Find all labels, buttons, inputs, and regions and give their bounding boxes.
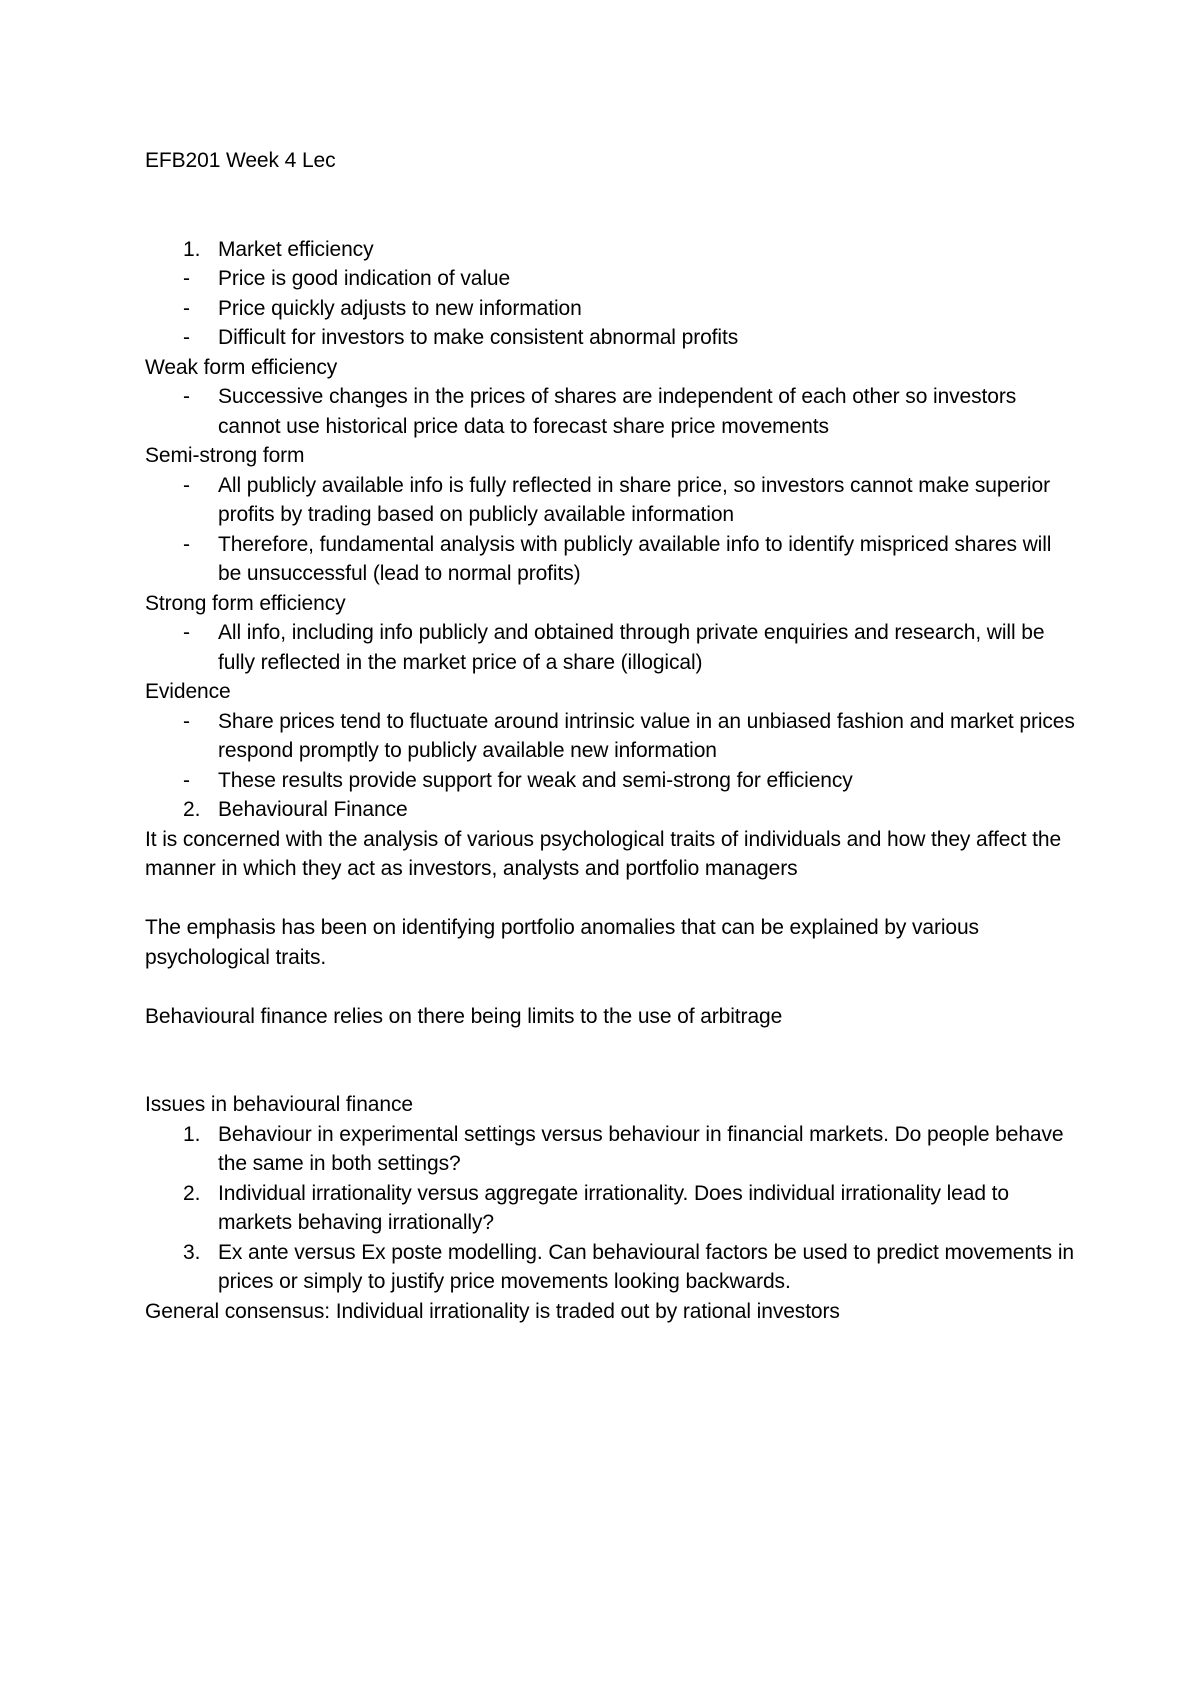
list-item (145, 707, 1075, 766)
paragraph: Behavioural finance relies on there being limits to the use of arbitrage (145, 1004, 783, 1028)
paragraph: It is concerned with the analysis of various psychological traits of individuals and how they affect the manner in which they act as investors, analysts and portfolio managers (145, 827, 1062, 880)
section-1-heading (145, 235, 1075, 265)
consensus-paragraph: General consensus: Individual irrationality is traded out by rational investors (145, 1299, 840, 1323)
paragraph: The emphasis has been on identifying portfolio anomalies that can be explained by various psychological traits. (145, 916, 979, 969)
list-item-text: Individual irrationality versus aggregate irrationality. Does individual irrationality lead to markets behaving irrationally? (218, 1181, 1009, 1234)
list-item (145, 294, 1075, 324)
list-item-text: Ex ante versus Ex poste modelling. Can behavioural factors be used to predict movements in prices or simply to justify price movements looking backwards. (218, 1240, 1074, 1293)
list-item (145, 530, 1075, 589)
strong-form-heading: Strong form efficiency (145, 591, 346, 615)
issues-heading: Issues in behavioural finance (145, 1093, 413, 1116)
list-item-text: Successive changes in the prices of shares are independent of each other so investors cannot use historical price data to forecast share price movements (218, 385, 1017, 438)
list-item-text: Difficult for investors to make consistent abnormal profits (218, 326, 739, 349)
list-item (145, 323, 1075, 353)
weak-form-heading: Weak form efficiency (145, 355, 338, 379)
list-item-text: All publicly available info is fully reflected in share price, so investors cannot make superior profits by trading based on publicly available information (218, 473, 1050, 526)
list-item (145, 1238, 1075, 1297)
list-item (145, 471, 1075, 530)
evidence-heading: Evidence (145, 680, 231, 703)
list-item (145, 1120, 1075, 1179)
dash-bullet: - (183, 385, 190, 408)
dash-bullet: - (183, 768, 190, 792)
list-item-text: Therefore, fundamental analysis with publicly available info to identify mispriced shares will be unsuccessful (lead to normal profits) (218, 532, 1052, 585)
list-item-text: These results provide support for weak and semi-strong for efficiency (218, 768, 853, 792)
document-body (145, 146, 1075, 1326)
list-item (145, 618, 1075, 677)
list-item (145, 382, 1075, 441)
section-2-number: 2. (183, 798, 201, 821)
list-item-number: 3. (183, 1240, 201, 1264)
list-item (145, 766, 1075, 796)
section-1-number: 1. (183, 237, 201, 261)
dash-bullet: - (183, 473, 190, 497)
list-item-number: 2. (183, 1181, 201, 1205)
dash-bullet: - (183, 267, 190, 290)
section-1-title: Market efficiency (218, 237, 374, 261)
dash-bullet: - (183, 296, 190, 320)
section-2-title: Behavioural Finance (218, 798, 408, 821)
list-item-text: Behaviour in experimental settings versus behaviour in financial markets. Do people behave the same in both settings? (218, 1122, 1064, 1175)
list-item (145, 264, 1075, 294)
list-item-text: Share prices tend to fluctuate around intrinsic value in an unbiased fashion and market prices respond promptly to publicly available new information (218, 709, 1075, 762)
dash-bullet: - (183, 621, 190, 644)
list-item-text: Price is good indication of value (218, 267, 511, 290)
document-title: EFB201 Week 4 Lec (145, 149, 336, 172)
dash-bullet: - (183, 532, 190, 556)
list-item-text: Price quickly adjusts to new information (218, 296, 582, 320)
dash-bullet: - (183, 709, 190, 733)
section-2-heading (145, 795, 1075, 825)
list-item (145, 1179, 1075, 1238)
dash-bullet: - (183, 326, 190, 349)
list-item-text: All info, including info publicly and obtained through private enquiries and research, will be fully reflected in the market price of a share (illogical) (218, 621, 1045, 674)
semi-strong-heading: Semi-strong form (145, 444, 305, 467)
list-item-number: 1. (183, 1122, 201, 1146)
